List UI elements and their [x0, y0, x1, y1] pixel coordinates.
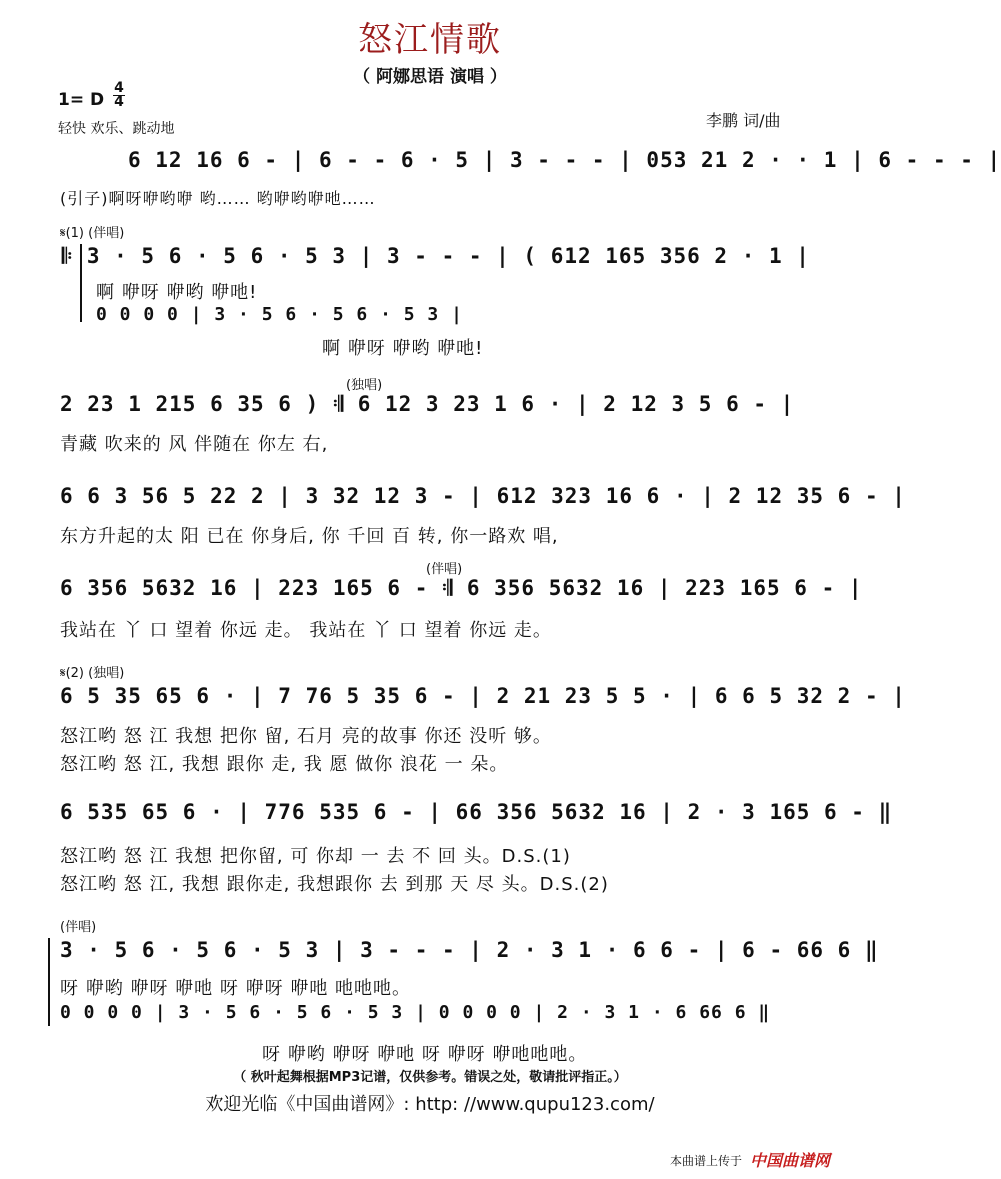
- system-5-notes: 6 356 5632 16 | 223 165 6 - 𝄇 6 356 5632 16 | 223 165 6 - |: [60, 576, 863, 600]
- system-4-lyrics: 东方升起的太 阳 已在 你身后, 你 千回 百 转, 你一路欢 唱,: [60, 526, 559, 547]
- performer-line: （ 阿娜思语 演唱 ）: [353, 67, 507, 87]
- tempo-marking: 轻快 欢乐、跳动地: [58, 121, 175, 137]
- system-6-label: 𝄋(2) (独唱): [60, 666, 125, 681]
- system-3-lyrics: 青藏 吹来的 风 伴随在 你左 右,: [60, 434, 329, 455]
- system-2-notes-lower: 0 0 0 0 | 3 · 5 6 · 5 6 · 5 3 |: [96, 304, 463, 325]
- system-5-label: (伴唱): [426, 562, 463, 577]
- system-8-lyrics: 呀 咿哟 咿呀 咿吔 呀 咿呀 咿吔 吔吔吔。: [60, 978, 412, 999]
- system-6-lyrics-1: 怒江哟 怒 江 我想 把你 留, 石月 亮的故事 你还 没听 够。: [60, 726, 552, 747]
- time-sig-top: 4: [114, 80, 124, 96]
- system-3-notes: 2 23 1 215 6 35 6 ) 𝄇 6 12 3 23 1 6 · | 2 12 3 5 6 - |: [60, 392, 795, 416]
- system-2-label: 𝄋(1) (伴唱): [60, 226, 125, 241]
- system-8-notes-lower: 0 0 0 0 | 3 · 5 6 · 5 6 · 5 3 | 0 0 0 0 | 2 · 3 1 · 6 66 6 ‖: [60, 1002, 771, 1023]
- site-logo: 中国曲谱网: [750, 1151, 831, 1170]
- key-signature: 1= D: [58, 90, 105, 110]
- system-8-notes: 3 · 5 6 · 5 6 · 5 3 | 3 - - - | 2 · 3 1 · 6 6 - | 6 - 66 6 ‖: [60, 938, 879, 962]
- system-8-label: (伴唱): [60, 920, 97, 935]
- system-2-notes: 𝄆 3 · 5 6 · 5 6 · 5 3 | 3 - - - | ( 612 165 356 2 · 1 |: [62, 244, 810, 268]
- song-title: 怒江情歌: [358, 20, 502, 60]
- system-2-lyrics-lower: 啊 咿呀 咿哟 咿吔!: [322, 338, 484, 359]
- system-6-lyrics-2: 怒江哟 怒 江, 我想 跟你 走, 我 愿 做你 浪花 一 朵。: [60, 754, 509, 775]
- system-1-notes: 6 12 16 6 - | 6 - - 6 · 5 | 3 - - - | 053 21 2 · · 1 | 6 - - - |: [128, 148, 1001, 172]
- transcription-note: （ 秋叶起舞根据MP3记谱，仅供参考。错误之处，敬请批评指正。）: [233, 1070, 627, 1085]
- time-sig-bottom: 4: [114, 94, 124, 110]
- composer-credit: 李鹏 词/曲: [706, 111, 781, 130]
- system-2-lyrics: 啊 咿呀 咿哟 咿吔!: [96, 282, 258, 303]
- system-5-lyrics: 我站在 丫 口 望着 你远 走。 我站在 丫 口 望着 你远 走。: [60, 620, 552, 641]
- system-8-brace: [48, 938, 50, 1026]
- system-7-lyrics-2: 怒江哟 怒 江, 我想 跟你走, 我想跟你 去 到那 天 尽 头。D.S.(2): [60, 874, 609, 895]
- system-1-lyrics: (引子)啊呀咿哟咿 哟…… 哟咿哟咿吔……: [60, 189, 376, 208]
- system-8-lyrics-lower: 呀 咿哟 咿呀 咿吔 呀 咿呀 咿吔吔吔。: [262, 1044, 588, 1065]
- system-4-notes: 6 6 3 56 5 22 2 | 3 32 12 3 - | 612 323 16 6 · | 2 12 35 6 - |: [60, 484, 906, 508]
- system-7-notes: 6 535 65 6 · | 776 535 6 - | 66 356 5632 16 | 2 · 3 165 6 - ‖: [60, 800, 893, 824]
- time-signature: [113, 82, 125, 109]
- welcome-link-text[interactable]: 欢迎光临《中国曲谱网》: http: //www.qupu123.com/: [205, 1094, 655, 1115]
- system-6-notes: 6 5 35 65 6 · | 7 76 5 35 6 - | 2 21 23 5 5 · | 6 6 5 32 2 - |: [60, 684, 906, 708]
- system-7-lyrics-1: 怒江哟 怒 江 我想 把你留, 可 你却 一 去 不 回 头。D.S.(1): [60, 846, 571, 867]
- system-3-label: (独唱): [346, 378, 383, 393]
- upload-caption: 本曲谱上传于: [670, 1154, 743, 1168]
